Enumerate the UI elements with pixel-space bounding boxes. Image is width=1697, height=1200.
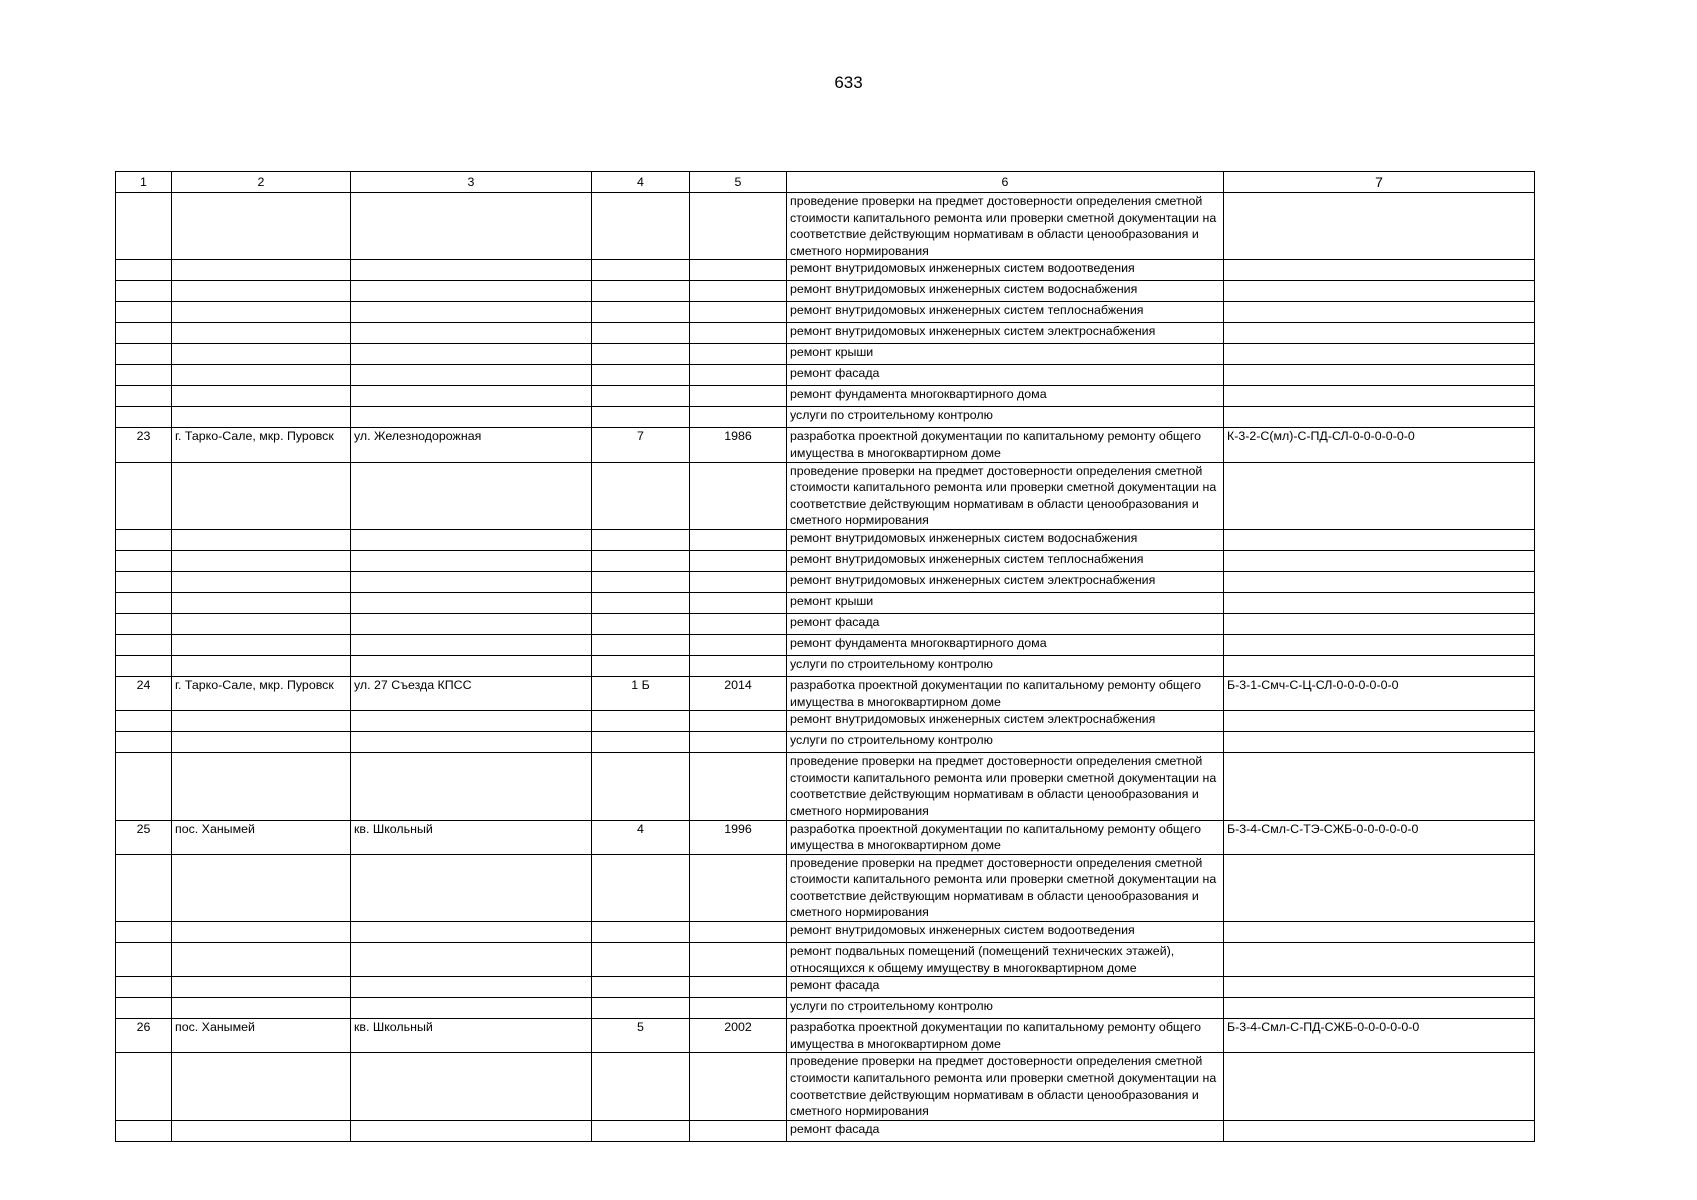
- column-header-2: 2: [172, 172, 351, 193]
- cell-col-7: [1224, 711, 1535, 732]
- cell-col-5: [690, 634, 787, 655]
- cell-col-7: [1224, 1120, 1535, 1141]
- cell-col-4: [592, 592, 690, 613]
- page-number: 633: [834, 73, 863, 92]
- cell-col-3: [351, 386, 592, 407]
- cell-col-3: [351, 550, 592, 571]
- cell-col-4: [592, 344, 690, 365]
- cell-col-2: [172, 854, 351, 921]
- cell-col-3: [351, 529, 592, 550]
- cell-col-4: [592, 1120, 690, 1141]
- cell-col-6: проведение проверки на предмет достоверности определения сметной стоимости капитального ремонта или проверки сметной документации на соответствие действующим нормативам в области ценообразования и сметного нормирования: [787, 462, 1224, 529]
- cell-col-1: [116, 922, 172, 943]
- cell-col-4: 4: [592, 820, 690, 854]
- cell-col-1: [116, 302, 172, 323]
- cell-col-1: [116, 281, 172, 302]
- cell-col-3: [351, 753, 592, 820]
- cell-col-6: проведение проверки на предмет достоверности определения сметной стоимости капитального ремонта или проверки сметной документации на соответствие действующим нормативам в области ценообразования и сметного нормирования: [787, 753, 1224, 820]
- cell-col-4: [592, 529, 690, 550]
- cell-col-2: [172, 386, 351, 407]
- cell-col-2: [172, 323, 351, 344]
- table-row: [116, 676, 1535, 710]
- table-body: [116, 172, 1535, 1142]
- cell-col-5: [690, 302, 787, 323]
- cell-col-6: ремонт внутридомовых инженерных систем теплоснабжения: [787, 302, 1224, 323]
- cell-col-5: 1986: [690, 428, 787, 462]
- cell-col-2: [172, 977, 351, 998]
- cell-col-1: [116, 655, 172, 676]
- cell-col-4: 7: [592, 428, 690, 462]
- cell-col-2: [172, 655, 351, 676]
- cell-col-2: [172, 592, 351, 613]
- cell-col-7: [1224, 732, 1535, 753]
- cell-col-2: г. Тарко-Сале, мкр. Пуровск: [172, 676, 351, 710]
- cell-col-5: [690, 344, 787, 365]
- cell-col-2: [172, 281, 351, 302]
- cell-col-5: [690, 998, 787, 1019]
- cell-col-7: [1224, 323, 1535, 344]
- cell-col-7: [1224, 260, 1535, 281]
- table-row: [116, 323, 1535, 344]
- cell-col-1: [116, 193, 172, 260]
- cell-col-5: [690, 529, 787, 550]
- cell-col-4: [592, 386, 690, 407]
- cell-col-2: [172, 571, 351, 592]
- table-row: [116, 428, 1535, 462]
- cell-col-3: [351, 462, 592, 529]
- cell-col-2: [172, 462, 351, 529]
- cell-col-2: [172, 550, 351, 571]
- cell-col-2: [172, 193, 351, 260]
- cell-col-4: [592, 854, 690, 921]
- cell-col-4: [592, 302, 690, 323]
- cell-col-5: [690, 1053, 787, 1120]
- column-header-4: 4: [592, 172, 690, 193]
- cell-col-3: [351, 1120, 592, 1141]
- table-row: [116, 365, 1535, 386]
- cell-col-6: проведение проверки на предмет достоверности определения сметной стоимости капитального ремонта или проверки сметной документации на соответствие действующим нормативам в области ценообразования и сметного нормирования: [787, 193, 1224, 260]
- table-row: [116, 977, 1535, 998]
- table-row: [116, 711, 1535, 732]
- table-row: [116, 998, 1535, 1019]
- column-header-6: 6: [787, 172, 1224, 193]
- cell-col-7: [1224, 462, 1535, 529]
- table-row: [116, 753, 1535, 820]
- cell-col-5: 2002: [690, 1019, 787, 1053]
- cell-col-7: [1224, 407, 1535, 428]
- cell-col-1: [116, 943, 172, 977]
- cell-col-3: [351, 854, 592, 921]
- table-row: [116, 550, 1535, 571]
- table-row: [116, 407, 1535, 428]
- cell-col-3: [351, 922, 592, 943]
- cell-col-7: [1224, 193, 1535, 260]
- cell-col-1: [116, 571, 172, 592]
- cell-col-3: [351, 711, 592, 732]
- cell-col-2: [172, 1053, 351, 1120]
- cell-col-1: [116, 998, 172, 1019]
- cell-col-5: [690, 462, 787, 529]
- cell-col-5: [690, 592, 787, 613]
- cell-col-7: Б-3-4-Смл-С-ПД-СЖБ-0-0-0-0-0-0: [1224, 1019, 1535, 1053]
- cell-col-4: [592, 407, 690, 428]
- cell-col-6: ремонт фасада: [787, 977, 1224, 998]
- cell-col-2: [172, 998, 351, 1019]
- cell-col-3: [351, 260, 592, 281]
- cell-col-5: [690, 854, 787, 921]
- cell-col-4: [592, 462, 690, 529]
- cell-col-5: [690, 711, 787, 732]
- cell-col-7: [1224, 943, 1535, 977]
- cell-col-4: [592, 977, 690, 998]
- cell-col-2: [172, 365, 351, 386]
- cell-col-1: [116, 753, 172, 820]
- cell-col-5: [690, 732, 787, 753]
- cell-col-6: проведение проверки на предмет достоверности определения сметной стоимости капитального ремонта или проверки сметной документации на соответствие действующим нормативам в области ценообразования и сметного нормирования: [787, 1053, 1224, 1120]
- cell-col-4: [592, 323, 690, 344]
- table-row: [116, 302, 1535, 323]
- cell-col-3: [351, 193, 592, 260]
- table-row: [116, 1019, 1535, 1053]
- cell-col-6: ремонт фасада: [787, 613, 1224, 634]
- cell-col-5: [690, 753, 787, 820]
- cell-col-3: [351, 344, 592, 365]
- cell-col-6: ремонт фундамента многоквартирного дома: [787, 634, 1224, 655]
- cell-col-3: [351, 998, 592, 1019]
- cell-col-1: 26: [116, 1019, 172, 1053]
- table-row: [116, 344, 1535, 365]
- table-row: [116, 462, 1535, 529]
- cell-col-2: пос. Ханымей: [172, 1019, 351, 1053]
- cell-col-6: ремонт внутридомовых инженерных систем электроснабжения: [787, 323, 1224, 344]
- cell-col-1: 23: [116, 428, 172, 462]
- cell-col-5: [690, 386, 787, 407]
- cell-col-5: [690, 193, 787, 260]
- cell-col-2: [172, 634, 351, 655]
- cell-col-5: [690, 407, 787, 428]
- cell-col-6: разработка проектной документации по капитальному ремонту общего имущества в многоквартирном доме: [787, 428, 1224, 462]
- table-row: [116, 732, 1535, 753]
- cell-col-3: [351, 365, 592, 386]
- cell-col-2: [172, 922, 351, 943]
- cell-col-5: [690, 323, 787, 344]
- column-header-3: 3: [351, 172, 592, 193]
- cell-col-1: [116, 344, 172, 365]
- cell-col-4: 1 Б: [592, 676, 690, 710]
- cell-col-6: услуги по строительному контролю: [787, 732, 1224, 753]
- cell-col-2: [172, 711, 351, 732]
- cell-col-6: услуги по строительному контролю: [787, 998, 1224, 1019]
- cell-col-6: проведение проверки на предмет достоверности определения сметной стоимости капитального ремонта или проверки сметной документации на соответствие действующим нормативам в области ценообразования и сметного нормирования: [787, 854, 1224, 921]
- cell-col-6: ремонт внутридомовых инженерных систем теплоснабжения: [787, 550, 1224, 571]
- cell-col-5: [690, 550, 787, 571]
- cell-col-5: 2014: [690, 676, 787, 710]
- cell-col-3: [351, 407, 592, 428]
- cell-col-3: ул. 27 Съезда КПСС: [351, 676, 592, 710]
- cell-col-7: [1224, 998, 1535, 1019]
- cell-col-6: ремонт фасада: [787, 365, 1224, 386]
- cell-col-5: [690, 655, 787, 676]
- column-header-7: 7: [1224, 172, 1535, 193]
- cell-col-6: ремонт фундамента многоквартирного дома: [787, 386, 1224, 407]
- table-row: [116, 592, 1535, 613]
- cell-col-1: 24: [116, 676, 172, 710]
- table-row: [116, 655, 1535, 676]
- cell-col-7: [1224, 977, 1535, 998]
- cell-col-2: [172, 1120, 351, 1141]
- cell-col-5: [690, 281, 787, 302]
- table-row: [116, 386, 1535, 407]
- cell-col-3: кв. Школьный: [351, 820, 592, 854]
- table-row: [116, 634, 1535, 655]
- cell-col-7: Б-3-1-Смч-С-Ц-СЛ-0-0-0-0-0-0: [1224, 676, 1535, 710]
- cell-col-3: [351, 732, 592, 753]
- cell-col-4: [592, 634, 690, 655]
- cell-col-3: [351, 323, 592, 344]
- table-row: [116, 943, 1535, 977]
- cell-col-3: [351, 281, 592, 302]
- cell-col-7: [1224, 571, 1535, 592]
- cell-col-6: ремонт крыши: [787, 344, 1224, 365]
- table-row: [116, 820, 1535, 854]
- cell-col-2: [172, 732, 351, 753]
- cell-col-1: [116, 365, 172, 386]
- cell-col-1: [116, 854, 172, 921]
- cell-col-2: [172, 260, 351, 281]
- cell-col-7: [1224, 613, 1535, 634]
- cell-col-3: [351, 592, 592, 613]
- cell-col-3: [351, 977, 592, 998]
- table-row: [116, 854, 1535, 921]
- cell-col-1: [116, 323, 172, 344]
- cell-col-5: 1996: [690, 820, 787, 854]
- cell-col-7: [1224, 344, 1535, 365]
- cell-col-3: [351, 571, 592, 592]
- cell-col-2: [172, 613, 351, 634]
- table-row: [116, 260, 1535, 281]
- cell-col-1: [116, 386, 172, 407]
- cell-col-6: услуги по строительному контролю: [787, 655, 1224, 676]
- cell-col-6: услуги по строительному контролю: [787, 407, 1224, 428]
- cell-col-1: [116, 613, 172, 634]
- table-header-row: [116, 172, 1535, 193]
- table-row: [116, 281, 1535, 302]
- cell-col-7: [1224, 365, 1535, 386]
- cell-col-1: [116, 732, 172, 753]
- cell-col-1: [116, 260, 172, 281]
- cell-col-4: [592, 365, 690, 386]
- cell-col-2: [172, 529, 351, 550]
- cell-col-7: [1224, 302, 1535, 323]
- cell-col-6: ремонт внутридомовых инженерных систем водоотведения: [787, 922, 1224, 943]
- cell-col-3: [351, 613, 592, 634]
- cell-col-3: [351, 1053, 592, 1120]
- cell-col-4: [592, 943, 690, 977]
- cell-col-7: [1224, 281, 1535, 302]
- cell-col-4: [592, 753, 690, 820]
- cell-col-1: [116, 1120, 172, 1141]
- cell-col-2: [172, 344, 351, 365]
- cell-col-4: [592, 998, 690, 1019]
- table-row: [116, 193, 1535, 260]
- cell-col-4: [592, 655, 690, 676]
- cell-col-6: ремонт подвальных помещений (помещений технических этажей), относящихся к общему имуществу в многоквартирном доме: [787, 943, 1224, 977]
- cell-col-1: [116, 462, 172, 529]
- cell-col-6: ремонт крыши: [787, 592, 1224, 613]
- cell-col-2: [172, 753, 351, 820]
- cell-col-5: [690, 613, 787, 634]
- cell-col-4: [592, 550, 690, 571]
- cell-col-2: [172, 302, 351, 323]
- cell-col-4: 5: [592, 1019, 690, 1053]
- cell-col-6: разработка проектной документации по капитальному ремонту общего имущества в многоквартирном доме: [787, 820, 1224, 854]
- cell-col-3: [351, 943, 592, 977]
- cell-col-7: [1224, 922, 1535, 943]
- column-header-5: 5: [690, 172, 787, 193]
- cell-col-6: ремонт фасада: [787, 1120, 1224, 1141]
- cell-col-4: [592, 193, 690, 260]
- cell-col-5: [690, 260, 787, 281]
- cell-col-4: [592, 732, 690, 753]
- cell-col-7: [1224, 592, 1535, 613]
- cell-col-7: Б-3-4-Смл-С-ТЭ-СЖБ-0-0-0-0-0-0: [1224, 820, 1535, 854]
- cell-col-1: [116, 592, 172, 613]
- cell-col-4: [592, 571, 690, 592]
- cell-col-4: [592, 711, 690, 732]
- cell-col-6: ремонт внутридомовых инженерных систем водоотведения: [787, 260, 1224, 281]
- cell-col-7: [1224, 655, 1535, 676]
- cell-col-7: [1224, 634, 1535, 655]
- cell-col-6: ремонт внутридомовых инженерных систем электроснабжения: [787, 571, 1224, 592]
- cell-col-7: [1224, 386, 1535, 407]
- column-header-1: 1: [116, 172, 172, 193]
- table-row: [116, 529, 1535, 550]
- cell-col-2: [172, 943, 351, 977]
- cell-col-1: [116, 407, 172, 428]
- cell-col-4: [592, 1053, 690, 1120]
- table-row: [116, 571, 1535, 592]
- cell-col-4: [592, 281, 690, 302]
- cell-col-5: [690, 977, 787, 998]
- cell-col-1: [116, 977, 172, 998]
- cell-col-7: [1224, 1053, 1535, 1120]
- cell-col-1: [116, 711, 172, 732]
- cell-col-6: разработка проектной документации по капитальному ремонту общего имущества в многоквартирном доме: [787, 1019, 1224, 1053]
- cell-col-7: [1224, 550, 1535, 571]
- repair-plan-table: [115, 171, 1535, 1142]
- cell-col-5: [690, 1120, 787, 1141]
- cell-col-4: [592, 613, 690, 634]
- cell-col-7: [1224, 529, 1535, 550]
- cell-col-1: [116, 1053, 172, 1120]
- cell-col-3: [351, 634, 592, 655]
- table-row: [116, 922, 1535, 943]
- cell-col-5: [690, 365, 787, 386]
- cell-col-4: [592, 922, 690, 943]
- cell-col-1: [116, 634, 172, 655]
- cell-col-3: кв. Школьный: [351, 1019, 592, 1053]
- cell-col-6: ремонт внутридомовых инженерных систем водоснабжения: [787, 529, 1224, 550]
- cell-col-1: 25: [116, 820, 172, 854]
- cell-col-7: К-3-2-С(мл)-С-ПД-СЛ-0-0-0-0-0-0: [1224, 428, 1535, 462]
- cell-col-6: разработка проектной документации по капитальному ремонту общего имущества в многоквартирном доме: [787, 676, 1224, 710]
- cell-col-1: [116, 529, 172, 550]
- cell-col-1: [116, 550, 172, 571]
- cell-col-2: пос. Ханымей: [172, 820, 351, 854]
- cell-col-6: ремонт внутридомовых инженерных систем электроснабжения: [787, 711, 1224, 732]
- cell-col-2: [172, 407, 351, 428]
- table-row: [116, 1053, 1535, 1120]
- cell-col-7: [1224, 854, 1535, 921]
- cell-col-3: [351, 655, 592, 676]
- cell-col-5: [690, 922, 787, 943]
- cell-col-4: [592, 260, 690, 281]
- cell-col-3: [351, 302, 592, 323]
- cell-col-3: ул. Железнодорожная: [351, 428, 592, 462]
- cell-col-5: [690, 943, 787, 977]
- table-row: [116, 1120, 1535, 1141]
- cell-col-6: ремонт внутридомовых инженерных систем водоснабжения: [787, 281, 1224, 302]
- table-row: [116, 613, 1535, 634]
- cell-col-2: г. Тарко-Сале, мкр. Пуровск: [172, 428, 351, 462]
- cell-col-5: [690, 571, 787, 592]
- cell-col-7: [1224, 753, 1535, 820]
